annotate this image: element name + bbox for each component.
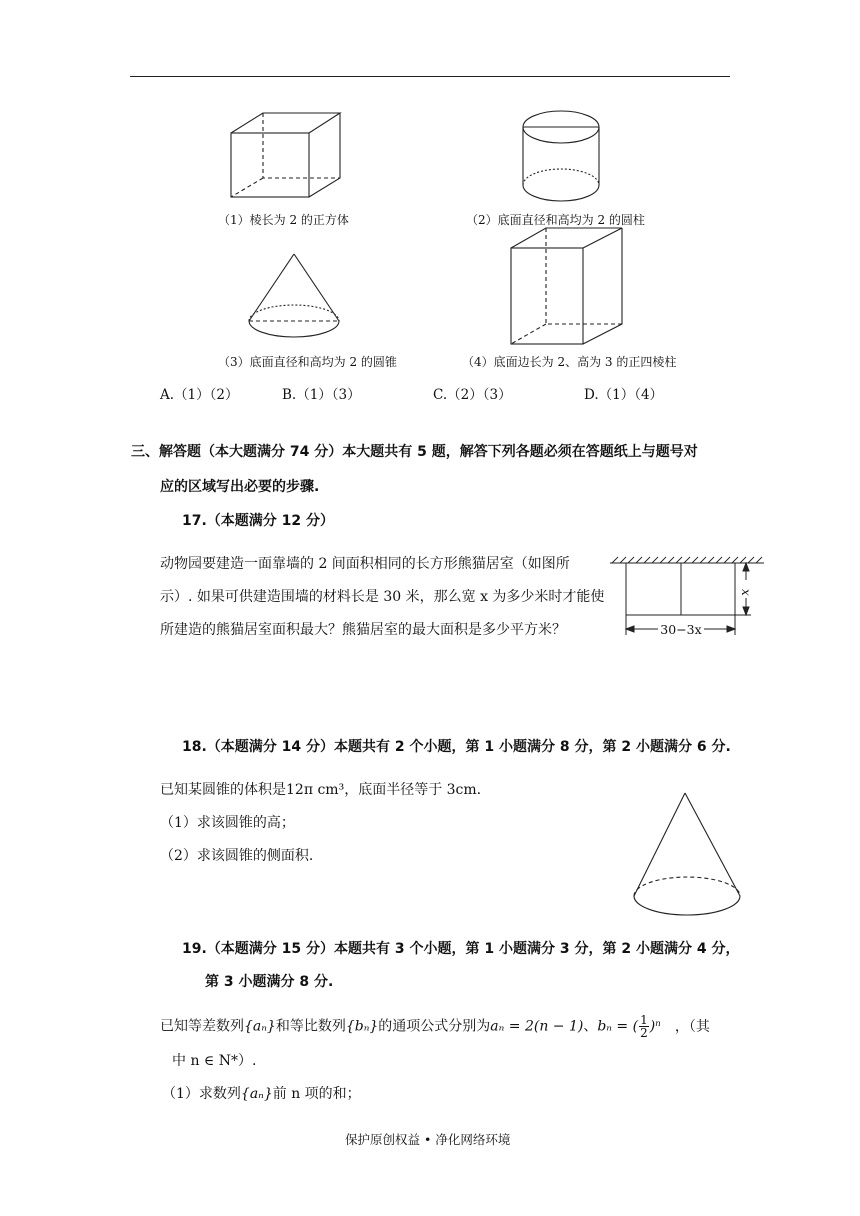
q18-line1-text-a: 已知某圆锥的体积是 [160,782,286,798]
q18-header: 18.（本题满分 14 分）本题共有 2 个小题，第 1 小题满分 8 分，第 2 小题满分 6 分. [182,739,731,755]
height-label: x [739,589,753,596]
q18-line1-text-b: cm³，底面半径等于 3cm. [313,782,482,798]
q19-formula-a: aₙ = 2(n − 1) [490,1018,584,1035]
cone-caption: （3）底面直径和高均为 2 的圆锥 [218,355,397,369]
q17-line3: 所建造的熊猫居室面积最大？熊猫居室的最大面积是多少平方米？ [160,622,566,638]
q17-line1: 动物园要建造一面靠墙的 2 间面积相同的长方形熊猫居室（如图所 [160,556,570,572]
q18-item1: （1）求该圆锥的高； [160,815,295,831]
q19-text-d: ，（其 [674,1018,710,1035]
q19-sep: 、 [583,1018,598,1035]
q19-item1-text-b: 前 n 项的和； [272,1086,361,1102]
panda-enclosure-figure [608,556,768,646]
option-d: D.（1）（4） [584,387,664,403]
section3-line2: 应的区域写出必要的步骤. [160,479,320,495]
q17-line2: 示）. 如果可供建造围墙的材料长是 30 米，那么宽 x 为多少米时才能使 [160,589,605,605]
q19-item1-text-a: （1）求数列 [162,1086,241,1102]
option-c: C.（2）（3） [433,387,512,403]
q19-item1 [162,1087,361,1101]
option-b: B.（1）（3） [282,387,361,403]
q19-text-b: 和等比数列 [275,1018,346,1035]
q18-line1 [160,783,481,797]
header-rule [130,76,730,77]
q19-formula-b-rhs: )ⁿ [649,1018,661,1035]
q19-line2: 中 n ∈ N*）. [172,1053,257,1069]
q19-fraction-num: 1 [640,1013,648,1027]
cylinder-caption: （2）底面直径和高均为 2 的圆柱 [466,213,645,227]
cube-caption: （1）棱长为 2 的正方体 [218,213,349,227]
q19-fraction-den: 2 [640,1026,648,1040]
cone-figure [246,252,350,342]
q19-formula-b-lhs: bₙ = ( [597,1018,639,1035]
prism-caption: （4）底面边长为 2、高为 3 的正四棱柱 [462,355,677,369]
prism-figure [508,226,628,346]
q19-fraction [639,1014,649,1039]
q19-text-a: 已知等差数列 [160,1018,244,1035]
q17-header: 17.（本题满分 12 分） [182,513,335,529]
q19-seq-b: {bₙ} [345,1018,379,1035]
q18-item2: （2）求该圆锥的侧面积. [160,848,314,864]
q19-header-line2: 第 3 小题满分 8 分. [205,974,334,990]
q19-item1-seq: {aₙ} [240,1086,273,1102]
q19-text-c: 的通项公式分别为 [378,1018,491,1035]
page-footer: 保护原创权益 • 净化网络环境 [345,1132,511,1147]
option-a: A.（1）（2） [160,387,239,403]
q19-line1 [160,1014,710,1039]
q19-seq-a: {aₙ} [244,1018,276,1035]
q19-header-line1: 19.（本题满分 15 分）本题共有 3 个小题，第 1 小题满分 3 分，第 2 小题满分 4 分， [182,941,740,957]
cube-figure [225,110,345,200]
q18-volume-math: 12π [286,782,314,798]
q18-cone-figure [630,790,746,934]
cylinder-figure [520,108,604,204]
section3-line1: 三、解答题（本大题满分 74 分）本大题共有 5 题，解答下列各题必须在答题纸上与题号对 [131,444,698,460]
width-label: 30−3x [660,622,702,637]
